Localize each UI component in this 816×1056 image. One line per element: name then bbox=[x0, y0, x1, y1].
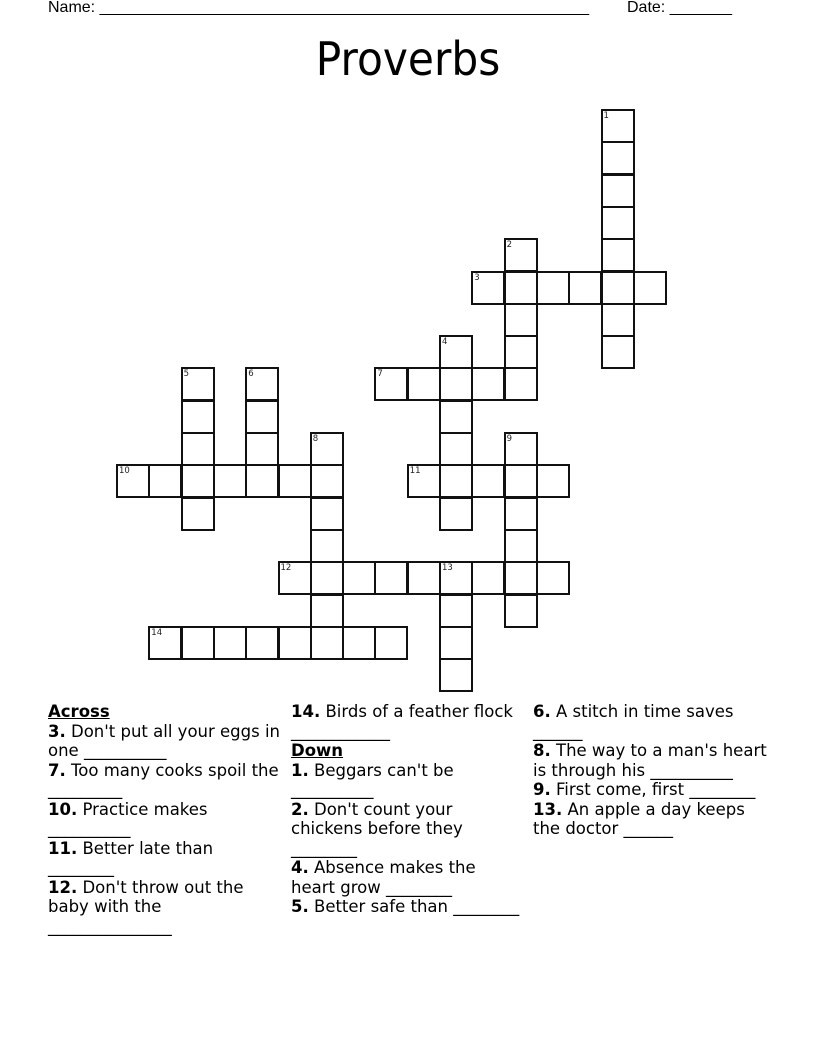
grid-cell[interactable] bbox=[374, 561, 408, 595]
cell-number: 8 bbox=[312, 434, 319, 444]
clue-down-4 bbox=[291, 858, 523, 897]
grid-cell[interactable] bbox=[374, 367, 408, 401]
grid-cell[interactable] bbox=[471, 367, 505, 401]
grid-cell[interactable] bbox=[278, 626, 312, 660]
cell-number: 5 bbox=[183, 369, 190, 380]
clue-number: 6. bbox=[533, 702, 551, 721]
grid-cell[interactable] bbox=[439, 497, 473, 531]
grid-cell[interactable] bbox=[310, 626, 344, 660]
page-title: Proverbs bbox=[315, 32, 501, 86]
cell-number: 14 bbox=[151, 627, 163, 638]
grid-cell[interactable] bbox=[181, 367, 215, 401]
grid-cell[interactable] bbox=[213, 464, 247, 498]
grid-cell[interactable] bbox=[568, 271, 602, 305]
grid-cell[interactable] bbox=[310, 497, 344, 531]
clue-down-1 bbox=[291, 761, 523, 800]
grid-cell[interactable] bbox=[407, 561, 441, 595]
clue-number: 3. bbox=[48, 721, 66, 741]
grid-cell[interactable] bbox=[601, 174, 635, 208]
clue-across-11 bbox=[48, 839, 280, 878]
grid-cell[interactable] bbox=[245, 432, 279, 466]
clue-down-5 bbox=[291, 897, 523, 917]
clue-down-6 bbox=[533, 702, 773, 741]
grid-cell[interactable] bbox=[601, 335, 635, 369]
grid-cell[interactable] bbox=[439, 432, 473, 466]
grid-cell[interactable] bbox=[439, 464, 473, 498]
grid-cell[interactable] bbox=[439, 400, 473, 434]
grid-cell[interactable] bbox=[439, 335, 473, 369]
grid-cell[interactable] bbox=[601, 141, 635, 175]
grid-cell[interactable] bbox=[439, 626, 473, 660]
clue-text: Better safe than ________ bbox=[308, 897, 520, 916]
clue-text: Too many cooks spoil the _________ bbox=[48, 760, 279, 799]
grid-cell[interactable] bbox=[310, 594, 344, 628]
clue-text: First come, first ________ bbox=[550, 780, 756, 799]
clue-text: Birds of a feather flock ____________ bbox=[291, 702, 513, 741]
cell-number: 1 bbox=[603, 111, 609, 121]
clue-number: 4. bbox=[291, 858, 309, 877]
grid-cell[interactable] bbox=[278, 561, 312, 595]
grid-cell[interactable] bbox=[471, 561, 505, 595]
clue-text: A stitch in time saves ______ bbox=[533, 702, 734, 741]
cell-number: 7 bbox=[377, 369, 383, 380]
cell-number: 11 bbox=[409, 466, 421, 477]
grid-cell[interactable] bbox=[310, 529, 344, 563]
clue-down-13 bbox=[533, 800, 773, 839]
grid-cell[interactable] bbox=[278, 464, 312, 498]
cell-number: 3 bbox=[474, 272, 480, 283]
grid-cell[interactable] bbox=[504, 367, 538, 401]
clue-across-12 bbox=[48, 878, 280, 937]
grid-cell[interactable] bbox=[342, 561, 376, 595]
grid-cell[interactable] bbox=[181, 432, 215, 466]
grid-cell[interactable] bbox=[374, 626, 408, 660]
clues-column-1 bbox=[48, 702, 280, 936]
clue-text: Don't throw out the baby with the _______________ bbox=[48, 877, 244, 936]
grid-cell[interactable] bbox=[213, 626, 247, 660]
grid-cell[interactable] bbox=[407, 464, 441, 498]
grid-cell[interactable] bbox=[310, 464, 344, 498]
clue-text: Don't put all your eggs in one __________ bbox=[48, 721, 281, 760]
clue-text: Don't count your chickens before they ________ bbox=[291, 799, 463, 858]
clue-down-9 bbox=[533, 780, 773, 800]
clues-column-2 bbox=[291, 702, 523, 917]
clue-number: 12. bbox=[48, 877, 78, 897]
grid-cell[interactable] bbox=[504, 271, 538, 305]
grid-cell[interactable] bbox=[181, 400, 215, 434]
clue-across-3 bbox=[48, 722, 280, 761]
clue-number: 2. bbox=[291, 799, 309, 819]
grid-cell[interactable] bbox=[245, 464, 279, 498]
clue-number: 5. bbox=[291, 897, 309, 916]
grid-cell[interactable] bbox=[504, 561, 538, 595]
cell-number: 13 bbox=[442, 563, 453, 574]
grid-cell[interactable] bbox=[439, 561, 473, 595]
grid-cell[interactable] bbox=[504, 497, 538, 531]
clue-across-14 bbox=[291, 702, 523, 741]
grid-cell[interactable] bbox=[310, 432, 344, 466]
grid-cell[interactable] bbox=[601, 206, 635, 240]
clue-number: 9. bbox=[533, 780, 551, 799]
cell-number: 12 bbox=[280, 563, 292, 574]
grid-cell[interactable] bbox=[504, 529, 538, 563]
clue-text: Practice makes __________ bbox=[48, 799, 208, 838]
clue-down-8 bbox=[533, 741, 773, 780]
clue-across-10 bbox=[48, 800, 280, 839]
grid-cell[interactable] bbox=[439, 594, 473, 628]
grid-cell[interactable] bbox=[504, 238, 538, 272]
clue-down-2 bbox=[291, 800, 523, 859]
grid-cell[interactable] bbox=[245, 400, 279, 434]
down-heading: Down bbox=[291, 741, 344, 760]
grid-cell[interactable] bbox=[181, 497, 215, 531]
clue-across-7 bbox=[48, 761, 280, 800]
grid-cell[interactable] bbox=[601, 238, 635, 272]
name-field[interactable]: Name: _______________________________________________________ bbox=[48, 0, 589, 16]
grid-cell[interactable] bbox=[245, 367, 279, 401]
grid-cell[interactable] bbox=[536, 561, 570, 595]
clue-number: 7. bbox=[48, 760, 66, 780]
grid-cell[interactable] bbox=[181, 626, 215, 660]
cell-number: 10 bbox=[119, 466, 130, 477]
grid-cell[interactable] bbox=[601, 271, 635, 305]
grid-cell[interactable] bbox=[601, 303, 635, 337]
grid-cell[interactable] bbox=[148, 626, 182, 660]
grid-cell[interactable] bbox=[342, 626, 376, 660]
clue-number: 11. bbox=[48, 838, 78, 858]
clues-column-3 bbox=[533, 702, 773, 839]
grid-cell[interactable] bbox=[504, 594, 538, 628]
grid-cell[interactable] bbox=[536, 271, 570, 305]
grid-cell[interactable] bbox=[407, 367, 441, 401]
across-heading: Across bbox=[48, 702, 110, 721]
cell-number: 4 bbox=[442, 337, 448, 348]
clue-text: Beggars can't be __________ bbox=[291, 760, 454, 799]
grid-cell[interactable] bbox=[471, 271, 505, 305]
cell-number: 6 bbox=[248, 369, 254, 380]
clue-number: 14. bbox=[291, 702, 321, 721]
grid-cell[interactable] bbox=[504, 303, 538, 337]
clue-text: The way to a man's heart is through his __________ bbox=[533, 741, 767, 780]
grid-cell[interactable] bbox=[148, 464, 182, 498]
grid-cell[interactable] bbox=[536, 464, 570, 498]
clue-number: 8. bbox=[533, 741, 551, 760]
clue-text: Better late than ________ bbox=[48, 838, 214, 877]
date-field[interactable]: Date: _______ bbox=[627, 0, 732, 16]
grid-cell[interactable] bbox=[633, 271, 667, 305]
grid-cell[interactable] bbox=[439, 658, 473, 692]
grid-cell[interactable] bbox=[439, 367, 473, 401]
cell-number: 9 bbox=[506, 434, 513, 444]
clue-text: Absence makes the heart grow ________ bbox=[291, 858, 476, 897]
clue-number: 13. bbox=[533, 799, 563, 819]
grid-cell[interactable] bbox=[471, 464, 505, 498]
clue-number: 10. bbox=[48, 799, 78, 819]
cell-number: 2 bbox=[506, 240, 513, 251]
grid-cell[interactable] bbox=[504, 432, 538, 466]
grid-cell[interactable] bbox=[504, 464, 538, 498]
grid-cell[interactable] bbox=[181, 464, 215, 498]
grid-cell[interactable] bbox=[116, 464, 150, 498]
grid-cell[interactable] bbox=[601, 109, 635, 143]
grid-cell[interactable] bbox=[310, 561, 344, 595]
clue-text: An apple a day keeps the doctor ______ bbox=[533, 799, 745, 838]
grid-cell[interactable] bbox=[245, 626, 279, 660]
clue-number: 1. bbox=[291, 760, 309, 780]
grid-cell[interactable] bbox=[504, 335, 538, 369]
